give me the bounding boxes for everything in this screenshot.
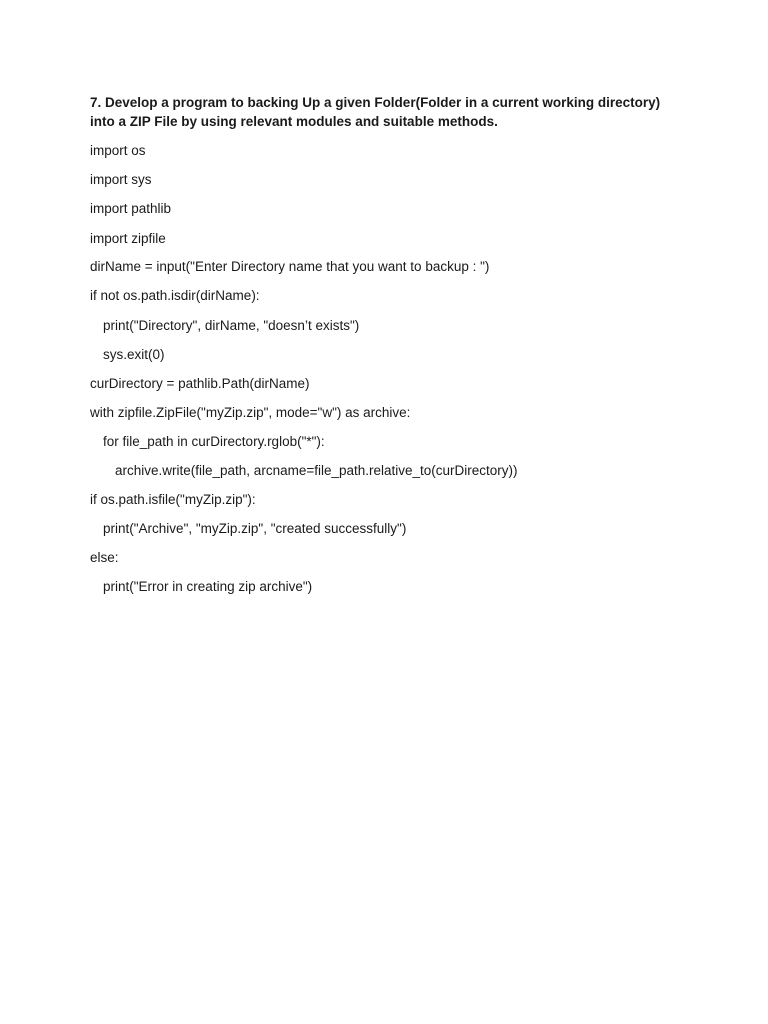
code-line: dirName = input("Enter Directory name that you want to backup : ") (90, 259, 490, 274)
code-line: import os (90, 143, 146, 158)
code-line: import zipfile (90, 231, 166, 246)
code-line: else: (90, 550, 119, 565)
code-line: curDirectory = pathlib.Path(dirName) (90, 376, 310, 391)
question-heading: 7. Develop a program to backing Up a given Folder(Folder in a current working directory) into a ZIP File by using relevant modules and suitable methods. (90, 95, 661, 129)
code-line: import pathlib (90, 201, 172, 216)
code-line: if not os.path.isdir(dirName): (90, 288, 260, 303)
code-line: print("Directory", dirName, "doesn’t exists") (103, 318, 360, 333)
code-line: print("Archive", "myZip.zip", "created successfully") (103, 521, 407, 536)
code-line: if os.path.isfile("myZip.zip"): (90, 492, 256, 507)
code-line: with zipfile.ZipFile("myZip.zip", mode="w") as archive: (90, 405, 411, 420)
code-line: print("Error in creating zip archive") (103, 579, 313, 594)
code-line: for file_path in curDirectory.rglob("*"): (103, 434, 325, 449)
code-line: sys.exit(0) (103, 347, 165, 362)
code-line: import sys (90, 172, 152, 187)
code-line: archive.write(file_path, arcname=file_path.relative_to(curDirectory)) (115, 463, 518, 478)
